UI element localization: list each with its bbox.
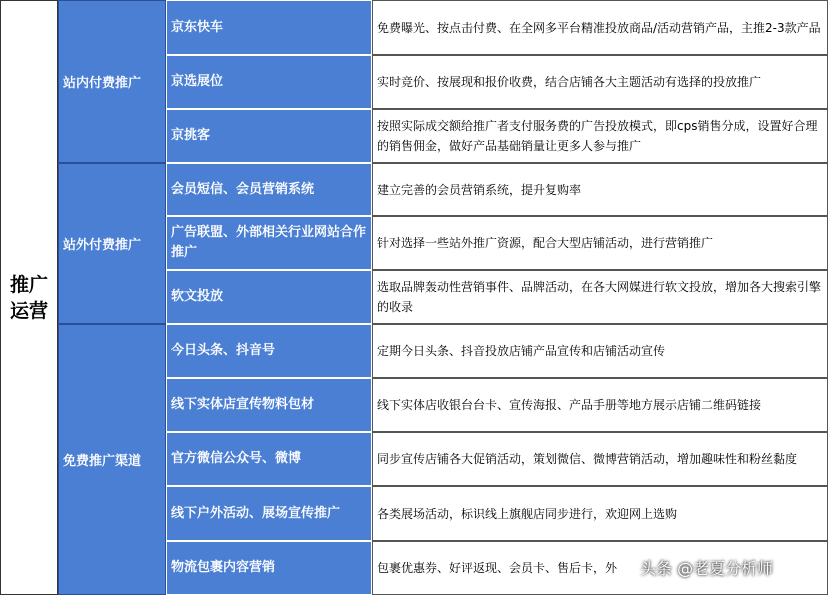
category-offsite-paid: 站外付费推广	[58, 163, 166, 324]
description-cell: 各类展场活动，标识线上旗舰店同步进行，欢迎网上选购	[372, 486, 828, 541]
description-cell: 线下实体店收银台台卡、宣传海报、产品手册等地方展示店铺二维码链接	[372, 378, 828, 432]
channel-cell: 物流包裹内容营销	[166, 541, 372, 595]
channel-cell: 广告联盟、外部相关行业网站合作推广	[166, 216, 372, 270]
watermark: 头条 @老夏分析师	[640, 559, 774, 578]
description-cell: 针对选择一些站外推广资源，配合大型店铺活动，进行营销推广	[372, 216, 828, 270]
channel-cell: 今日头条、抖音号	[166, 324, 372, 378]
channel-cell: 软文投放	[166, 270, 372, 324]
description-cell: 免费曝光、按点击付费、在全网多平台精准投放商品/活动营销产品，主推2-3款产品	[372, 0, 828, 55]
description-cell: 建立完善的会员营销系统，提升复购率	[372, 163, 828, 216]
channel-cell: 线下户外活动、展场宣传推广	[166, 486, 372, 541]
channel-cell: 京选展位	[166, 55, 372, 109]
channel-cell: 京挑客	[166, 109, 372, 163]
channel-cell: 官方微信公众号、微博	[166, 432, 372, 486]
channel-cell: 线下实体店宣传物料包材	[166, 378, 372, 432]
description-cell: 定期今日头条、抖音投放店铺产品宣传和店铺活动宣传	[372, 324, 828, 378]
description-cell: 包裹优惠券、好评返现、会员卡、售后卡，外	[372, 541, 828, 595]
category-onsite-paid: 站内付费推广	[58, 0, 166, 163]
description-cell: 按照实际成交额给推广者支付服务费的广告投放模式，即cps销售分成，设置好合理的销售佣金，做好产品基础销量让更多人参与推广	[372, 109, 828, 163]
table-title: 推广运营	[0, 0, 58, 595]
channel-cell: 会员短信、会员营销系统	[166, 163, 372, 216]
channel-cell: 京东快车	[166, 0, 372, 55]
description-cell: 选取品牌轰动性营销事件、品牌活动，在各大网媒进行软文投放，增加各大搜索引擎的收录	[372, 270, 828, 324]
description-cell: 同步宣传店铺各大促销活动，策划微信、微博营销活动，增加趣味性和粉丝黏度	[372, 432, 828, 486]
description-cell: 实时竞价、按展现和报价收费，结合店铺各大主题活动有选择的投放推广	[372, 55, 828, 109]
category-free: 免费推广渠道	[58, 324, 166, 595]
